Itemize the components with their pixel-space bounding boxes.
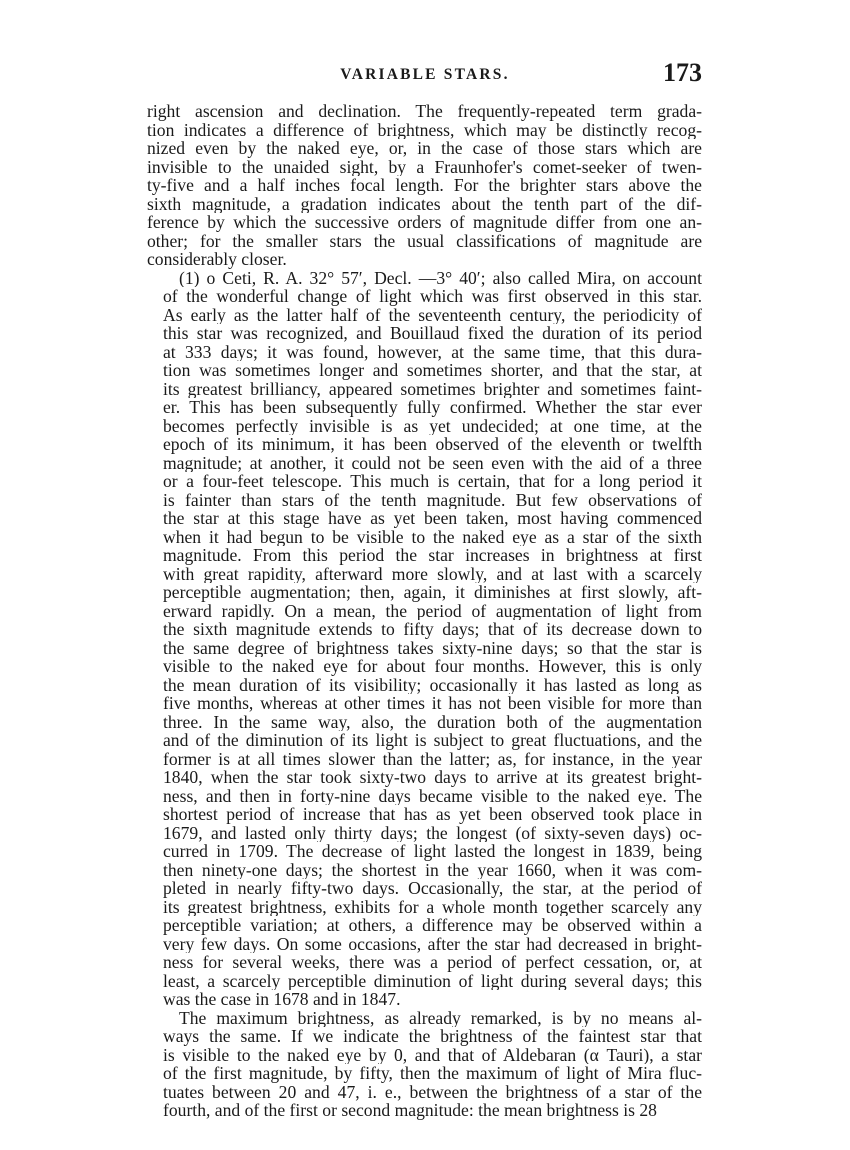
text-line: The maximum brightness, as already remarked, is by no means al- <box>179 1008 702 1027</box>
text-line: is visible to the naked eye by 0, and that of Aldebaran (α Tauri), a star <box>163 1045 702 1064</box>
body-text <box>147 102 702 1120</box>
text-line: perceptible augmentation; then, again, it diminishes at first slowly, aft- <box>163 583 702 602</box>
text-line: tion indicates a difference of brightness, which may be distinctly recog- <box>147 120 702 139</box>
text-line: magnitude; at another, it could not be seen even with the aid of a three <box>163 453 702 472</box>
text-line: former is at all times slower than the latter; as, for instance, in the year <box>163 749 702 768</box>
text-line: As early as the latter half of the seventeenth century, the periodicity of <box>163 305 702 324</box>
text-line: visible to the naked eye for about four months. However, this is only <box>163 657 702 676</box>
text-line: ness, and then in forty-nine days became visible to the naked eye. The <box>163 786 702 805</box>
text-line: (1) ο Ceti, R. A. 32° 57′, Decl. —3° 40′; also called Mira, on account <box>179 268 702 287</box>
text-line: ways the same. If we indicate the brightness of the faintest star that <box>163 1027 702 1046</box>
text-line: its greatest brilliancy, appeared sometimes brighter and sometimes faint- <box>163 379 702 398</box>
text-line: is fainter than stars of the tenth magnitude. But few observations of <box>163 490 702 509</box>
page-number: 173 <box>663 58 702 87</box>
text-line: and of the diminution of its light is subject to great fluctuations, and the <box>163 731 702 750</box>
text-line: of the first magnitude, by fifty, then the maximum of light of Mira fluc- <box>163 1064 702 1083</box>
text-line: invisible to the unaided sight, by a Fraunhofer's comet-seeker of twen- <box>147 157 702 176</box>
text-line: becomes perfectly invisible is as yet undecided; at one time, at the <box>163 416 702 435</box>
text-line: least, a scarcely perceptible diminution of light during several days; this <box>163 971 702 990</box>
text-line: or a four-feet telescope. This much is certain, that for a long period it <box>163 472 702 491</box>
text-line: then ninety-one days; the shortest in the year 1660, when it was com- <box>163 860 702 879</box>
text-line: erward rapidly. On a mean, the period of augmentation of light from <box>163 601 702 620</box>
text-line: with great rapidity, afterward more slowly, and at last with a scarcely <box>163 564 702 583</box>
running-title: VARIABLE STARS. <box>340 66 510 83</box>
running-head <box>0 58 850 90</box>
text-line: right ascension and declination. The frequently-repeated term grada- <box>147 102 702 121</box>
text-line: its greatest brightness, exhibits for a whole month together scarcely any <box>163 897 702 916</box>
text-line: ness for several weeks, there was a period of perfect cessation, or, at <box>163 953 702 972</box>
text-line: of the wonderful change of light which was first observed in this star. <box>163 287 702 306</box>
text-line: epoch of its minimum, it has been observed of the eleventh or twelfth <box>163 435 702 454</box>
text-line: the sixth magnitude extends to fifty days; that of its decrease down to <box>163 620 702 639</box>
text-line: er. This has been subsequently fully confirmed. Whether the star ever <box>163 398 702 417</box>
text-line: 1679, and lasted only thirty days; the longest (of sixty-seven days) oc- <box>163 823 702 842</box>
text-line: nized even by the naked eye, or, in the case of those stars which are <box>147 139 702 158</box>
text-line: at 333 days; it was found, however, at the same time, that this dura- <box>163 342 702 361</box>
text-line: the same degree of brightness takes sixty-nine days; so that the star is <box>163 638 702 657</box>
paragraph <box>147 1009 702 1120</box>
text-line: other; for the smaller stars the usual classifications of magnitude are <box>147 231 702 250</box>
text-line: pleted in nearly fifty-two days. Occasionally, the star, at the period of <box>163 879 702 898</box>
text-line: the star at this stage have as yet been taken, most having commenced <box>163 509 702 528</box>
text-line: the mean duration of its visibility; occasionally it has lasted as long as <box>163 675 702 694</box>
text-line: three. In the same way, also, the duration both of the augmentation <box>163 712 702 731</box>
text-line: very few days. On some occasions, after the star had decreased in bright- <box>163 934 702 953</box>
text-line: ference by which the successive orders of magnitude differ from one an- <box>147 213 702 232</box>
text-line: tion was sometimes longer and sometimes shorter, and that the star, at <box>163 361 702 380</box>
text-line: sixth magnitude, a gradation indicates about the tenth part of the dif- <box>147 194 702 213</box>
text-line: was the case in 1678 and in 1847. <box>163 990 401 1009</box>
text-line: five months, whereas at other times it has not been visible for more than <box>163 694 702 713</box>
paragraph <box>147 102 702 269</box>
paragraph <box>147 269 702 1009</box>
text-line: perceptible variation; at others, a difference may be observed within a <box>163 916 702 935</box>
text-line: considerably closer. <box>147 250 287 269</box>
text-line: this star was recognized, and Bouillaud fixed the duration of its period <box>163 324 702 343</box>
text-line: tuates between 20 and 47, i. e., between the brightness of a star of the <box>163 1082 702 1101</box>
text-line: magnitude. From this period the star increases in brightness at first <box>163 546 702 565</box>
text-line: 1840, when the star took sixty-two days to arrive at its greatest bright- <box>163 768 702 787</box>
text-line: curred in 1709. The decrease of light lasted the longest in 1839, being <box>163 842 702 861</box>
text-line: when it had begun to be visible to the naked eye as a star of the sixth <box>163 527 702 546</box>
text-line: shortest period of increase that has as yet been observed took place in <box>163 805 702 824</box>
text-line: fourth, and of the first or second magnitude: the mean brightness is 28 <box>163 1101 657 1120</box>
text-line: ty-five and a half inches focal length. For the brighter stars above the <box>147 176 702 195</box>
